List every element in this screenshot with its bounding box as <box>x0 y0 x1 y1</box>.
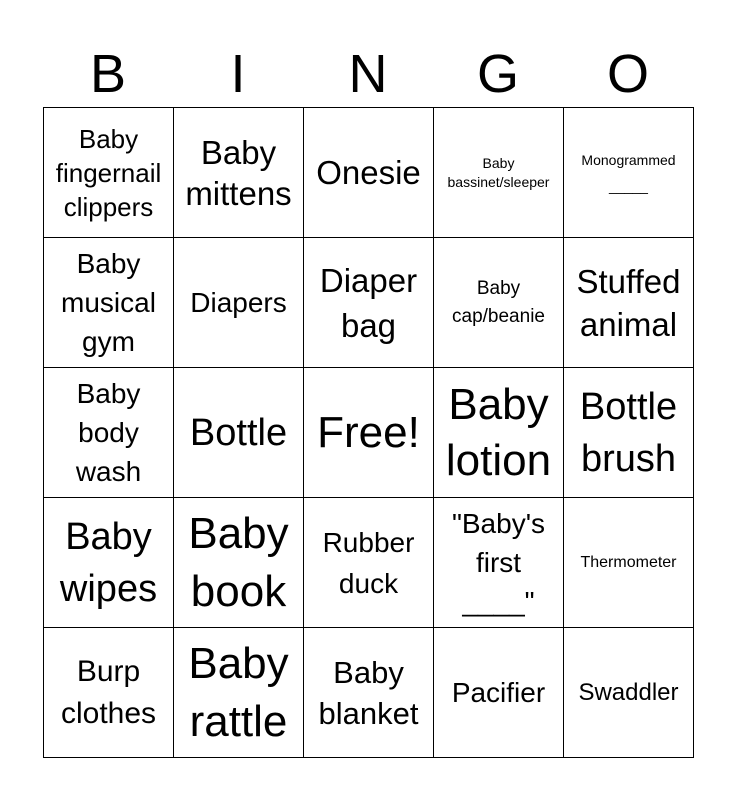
cell-label: Burp clothes <box>60 654 157 730</box>
cell-label: Baby body wash <box>75 378 142 487</box>
cell-label: Free! <box>317 407 420 457</box>
bingo-cell[interactable] <box>174 108 304 238</box>
bingo-cell[interactable] <box>174 498 304 628</box>
bingo-cell[interactable] <box>174 628 304 758</box>
bingo-cell[interactable] <box>44 628 174 758</box>
bingo-cell[interactable] <box>174 368 304 498</box>
bingo-cell[interactable] <box>304 108 434 238</box>
bingo-cell[interactable] <box>564 238 694 368</box>
header-letter-i: I <box>230 44 246 104</box>
header-letter-b: B <box>89 44 127 104</box>
cell-label: Monogrammed _____ <box>581 151 676 194</box>
cell-label: Baby musical gym <box>61 248 156 357</box>
bingo-cell[interactable] <box>44 368 174 498</box>
bingo-cell[interactable] <box>434 628 564 758</box>
header-letter-n: N <box>348 44 388 104</box>
cell-label: Baby lotion <box>445 379 552 485</box>
cell-label: Onesie <box>316 154 421 191</box>
bingo-cell[interactable] <box>434 498 564 628</box>
cell-label: Baby fingernail clippers <box>55 123 162 222</box>
cell-label: Thermometer <box>580 554 677 571</box>
header-letter-g: G <box>476 44 519 104</box>
bingo-cell[interactable] <box>564 368 694 498</box>
header-letter-o: O <box>606 44 649 104</box>
bingo-cell[interactable] <box>44 108 174 238</box>
bingo-grid <box>43 107 694 758</box>
bingo-cell[interactable] <box>304 628 434 758</box>
bingo-cell[interactable] <box>564 498 694 628</box>
cell-label: Diaper bag <box>319 261 418 344</box>
cell-label: Baby mittens <box>185 133 292 212</box>
cell-label: Bottle <box>189 411 288 454</box>
bingo-cell[interactable] <box>44 238 174 368</box>
bingo-cell[interactable] <box>434 238 564 368</box>
bingo-cell[interactable] <box>434 368 564 498</box>
cell-label: Rubber duck <box>322 526 415 599</box>
cell-label: "Baby's first ____" <box>451 508 546 617</box>
bingo-header <box>43 40 693 108</box>
cell-label: Baby cap/beanie <box>452 277 545 327</box>
bingo-cell[interactable] <box>304 368 434 498</box>
cell-label: Baby book <box>188 508 289 616</box>
bingo-cell[interactable] <box>564 628 694 758</box>
bingo-cell[interactable] <box>304 498 434 628</box>
cell-label: Stuffed animal <box>576 262 681 343</box>
bingo-cell[interactable] <box>44 498 174 628</box>
cell-label: Baby wipes <box>59 515 158 610</box>
bingo-cell[interactable] <box>434 108 564 238</box>
cell-label: Swaddler <box>578 678 679 706</box>
cell-label: Baby blanket <box>318 654 419 731</box>
cell-label: Diapers <box>190 287 287 318</box>
cell-label: Baby bassinet/sleeper <box>447 154 550 190</box>
cell-label: Bottle brush <box>579 385 678 480</box>
bingo-cell[interactable] <box>174 238 304 368</box>
bingo-cell[interactable] <box>304 238 434 368</box>
bingo-cell[interactable] <box>564 108 694 238</box>
cell-label: Baby rattle <box>188 638 289 746</box>
cell-label: Pacifier <box>451 677 546 708</box>
